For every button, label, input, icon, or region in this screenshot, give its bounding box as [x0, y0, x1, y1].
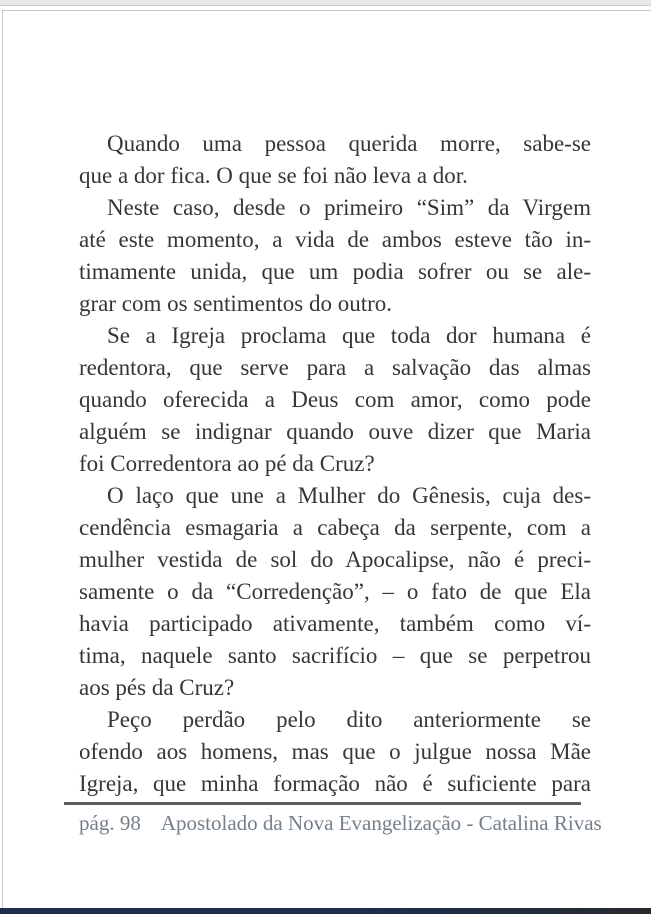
taskbar-edge[interactable]	[0, 908, 651, 914]
text-line: quando oferecida a Deus com amor, como pode	[79, 387, 591, 412]
text-line: havia participado ativamente, também como ví-	[79, 611, 591, 636]
text-line: grar com os sentimentos do outro.	[79, 291, 393, 316]
paragraph	[79, 128, 591, 192]
text-line: timamente unida, que um podia sofrer ou se ale-	[79, 259, 591, 284]
page-footer	[79, 810, 602, 836]
paragraph	[79, 320, 591, 480]
text-line: Peço perdão pelo dito anteriormente se	[107, 707, 591, 732]
text-line: foi Corredentora ao pé da Cruz?	[79, 451, 375, 476]
page-number-label: pág. 98	[79, 811, 141, 835]
footer-divider	[64, 802, 581, 805]
text-line: alguém se indignar quando ouve dizer que Maria	[79, 419, 591, 444]
text-line: Quando uma pessoa querida morre, sabe-se	[107, 131, 591, 156]
text-line: Se a Igreja proclama que toda dor humana é	[107, 323, 591, 348]
page-text	[79, 128, 591, 800]
text-line: redentora, que serve para a salvação das almas	[79, 355, 591, 380]
text-line: Neste caso, desde o primeiro “Sim” da Virgem	[107, 195, 591, 220]
text-line: ofendo aos homens, mas que o julgue nossa Mãe	[79, 739, 591, 764]
text-line: que a dor fica. O que se foi não leva a dor.	[79, 163, 468, 188]
paragraph	[79, 704, 591, 800]
text-line: até este momento, a vida de ambos esteve tão in-	[79, 227, 591, 252]
text-line: mulher vestida de sol do Apocalipse, não é preci-	[79, 547, 591, 572]
book-title-label: Apostolado da Nova Evangelização - Catalina Rivas	[160, 811, 602, 835]
text-line: aos pés da Cruz?	[79, 675, 235, 700]
text-line: O laço que une a Mulher do Gênesis, cuja des-	[107, 483, 591, 508]
paragraph	[79, 480, 591, 704]
text-line: samente o da “Corredenção”, – o fato de que Ela	[79, 579, 591, 604]
text-line: tima, naquele santo sacrifício – que se perpetrou	[79, 643, 591, 668]
text-line: cendência esmagaria a cabeça da serpente, com a	[79, 515, 591, 540]
text-line: Igreja, que minha formação não é suficiente para	[79, 771, 591, 796]
paragraph	[79, 192, 591, 320]
window-top-edge	[0, 0, 651, 6]
